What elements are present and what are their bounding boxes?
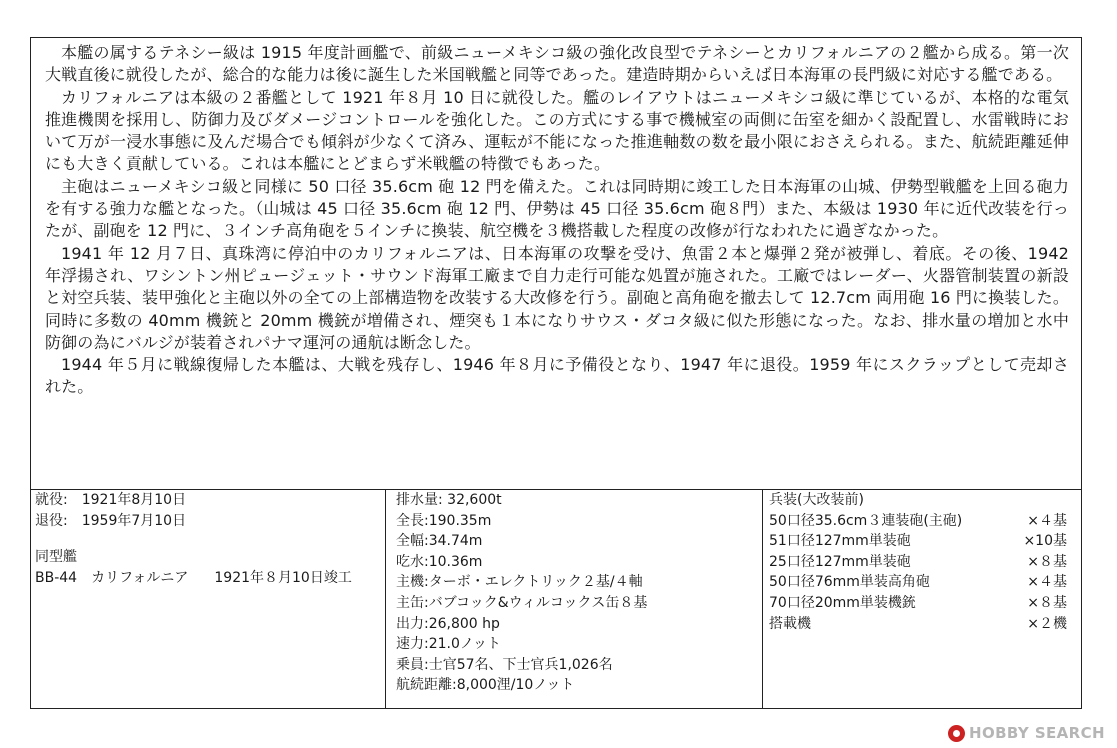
description-paragraph-3: 主砲はニューメキシコ級と同様に 50 口径 35.6cm 砲 12 門を備えた。これは同時期に竣工した日本海軍の山城、伊勢型戦艦を上回る砲力を有する強力な艦となった。（山城は 45 口径 35.6cm 砲 12 門、伊勢は 45 口径 35.6cm 砲８門）また、本級は 1930 年に近代改装を行ったが、副砲を 12 門に、３インチ高角砲を５インチに換装、航空機を３機搭載した程度の改修が行なわれたに過ぎなかった。 bbox=[45, 176, 1069, 241]
description-paragraph-2: カリフォルニアは本級の２番艦として 1921 年８月 10 日に就役した。艦のレイアウトはニューメキシコ級に準じているが、本格的な電気推進機関を採用し、防御力及びダメージコントロールを強化した。この方式にする事で機械室の両側に缶室を細かく設配置し、水雷戦時において万が一浸水事態に及んだ場合でも傾斜が少なくて済み、運転が不能になった推進軸数の数を最小限におさえられる。また、航続距離延伸にも大きく貢献している。これは本艦にとどまらず米戦艦の特徴でもあった。 bbox=[45, 87, 1069, 174]
spacer bbox=[35, 531, 385, 547]
description-paragraph-4: 1941 年 12 月７日、真珠湾に停泊中のカリフォルニアは、日本海軍の攻撃を受け、魚雷２本と爆弾２発が被弾し、着底。その後、1942 年浮揚され、ワシントン州ピュージェット・サウンド海軍工廠まで自力走行可能な処置が施された。工廠ではレーダー、火器管制装置の新設と対空兵装、装甲強化と主砲以外の全ての上部構造物を改装する大改修を行う。副砲と高角砲を撤去して 12.7cm 両用砲 16 門に換装した。同時に多数の 40mm 機銃と 20mm 機銃が増備され、煙突も１本になりサウス・ダコタ級に似た形態になった。なお、排水量の増加と水中防御の為にバルジが装着されパナマ運河の通航は断念した。 bbox=[45, 243, 1069, 352]
armament-row bbox=[769, 572, 1081, 593]
service-column bbox=[31, 490, 385, 708]
armament-qty: ×４基 bbox=[1027, 574, 1067, 591]
armament-name: 51口径127mm単装砲 bbox=[769, 533, 911, 550]
armament-row bbox=[769, 593, 1081, 614]
spec-beam: 全幅:34.74m bbox=[396, 533, 483, 550]
sister-ship-date: 1921年８月10日竣工 bbox=[214, 569, 352, 586]
armament-qty: ×８基 bbox=[1027, 594, 1067, 611]
commissioned-label: 就役: bbox=[35, 492, 68, 508]
spec-power: 出力:26,800 hp bbox=[396, 615, 500, 632]
commissioned-row bbox=[35, 490, 385, 511]
decommissioned-date: 1959年7月10日 bbox=[81, 512, 187, 529]
spec-speed: 速力:21.0ノット bbox=[396, 636, 501, 653]
spec-range: 航続距離:8,000浬/10ノット bbox=[396, 677, 575, 694]
armament-name: 25口径127mm単装砲 bbox=[769, 553, 911, 570]
decommissioned-label: 退役: bbox=[35, 512, 68, 529]
sister-ship-name: カリフォルニア bbox=[91, 569, 189, 586]
spec-engine: 主機:ターボ・エレクトリック２基/４軸 bbox=[396, 574, 643, 591]
spec-crew: 乗員:士官57名、下士官兵1,026名 bbox=[396, 656, 613, 673]
spec-table bbox=[31, 490, 1081, 708]
armament-qty: ×10基 bbox=[1023, 533, 1067, 550]
description-section bbox=[31, 38, 1081, 490]
spec-draft: 吃水:10.36m bbox=[396, 553, 483, 570]
armament-row bbox=[769, 531, 1081, 552]
hobby-search-logo-icon bbox=[948, 725, 965, 742]
description-paragraph-5: 1944 年５月に戦線復帰した本艦は、大戦を残存し、1946 年８月に予備役となり、1947 年に退役。1959 年にスクラップとして売却された。 bbox=[45, 355, 1069, 397]
armament-qty: ×２機 bbox=[1027, 615, 1067, 632]
armament-name: 50口径35.6cm３連装砲(主砲) bbox=[769, 512, 963, 529]
spec-length: 全長:190.35m bbox=[396, 512, 492, 529]
armament-qty: ×４基 bbox=[1027, 512, 1067, 529]
watermark-text: HOBBY SEARCH bbox=[968, 724, 1105, 742]
decommissioned-row bbox=[35, 511, 385, 532]
spec-boilers: 主缶:バブコック&ウィルコックス缶８基 bbox=[396, 594, 648, 611]
armament-name: 搭載機 bbox=[769, 615, 811, 632]
spec-displacement: 排水量: 32,600t bbox=[396, 492, 502, 508]
armament-name: 70口径20mm単装機銃 bbox=[769, 594, 916, 611]
armament-row bbox=[769, 511, 1081, 532]
sister-ship-heading: 同型艦 bbox=[35, 549, 77, 566]
armament-heading: 兵装(大改装前) bbox=[769, 492, 864, 508]
description-paragraph-1: 本艦の属するテネシー級は 1915 年度計画艦で、前級ニューメキシコ級の強化改良型でテネシーとカリフォルニアの２艦から成る。第一次大戦直後に就役したが、総合的な能力は後に誕生した米国戦艦と同等であった。建造時期からいえば日本海軍の長門級に対応する艦である。 bbox=[45, 43, 1069, 85]
armament-row bbox=[769, 552, 1081, 573]
commissioned-date: 1921年8月10日 bbox=[81, 492, 187, 508]
sister-ship-hull: BB-44 bbox=[35, 569, 78, 586]
armament-name: 50口径76mm単装高角砲 bbox=[769, 574, 930, 591]
document-frame bbox=[30, 37, 1082, 709]
watermark bbox=[948, 724, 1105, 742]
sister-ship-row bbox=[35, 568, 385, 589]
armament-row bbox=[769, 614, 1081, 635]
armament-qty: ×８基 bbox=[1027, 553, 1067, 570]
armament-column bbox=[763, 490, 1081, 708]
specifications-column bbox=[385, 490, 763, 708]
